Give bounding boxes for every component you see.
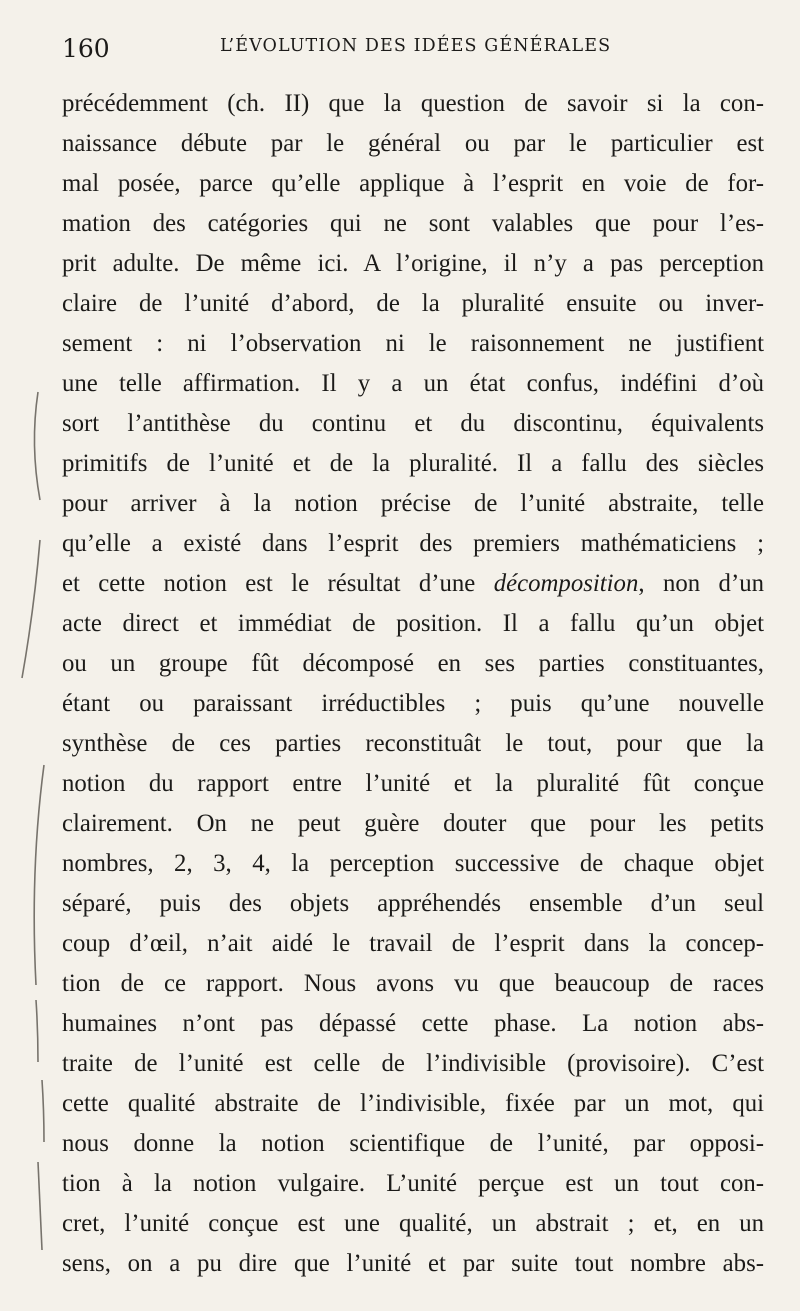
text-line: précédemment (ch. II) que la question de savoir si la con- xyxy=(62,90,764,117)
text-line: nombres, 2, 3, 4, la perception successive de chaque objet xyxy=(62,850,764,877)
text-line: sort l’antithèse du continu et du discontinu, équivalents xyxy=(62,410,764,437)
text-line: sement : ni l’observation ni le raisonnement ne justifient xyxy=(62,330,764,357)
page-number: 160 xyxy=(62,34,110,63)
text-line: traite de l’unité est celle de l’indivisible (provisoire). C’est xyxy=(62,1050,764,1077)
running-title: L’ÉVOLUTION DES IDÉES GÉNÉRALES xyxy=(220,36,612,56)
text-line: naissance débute par le général ou par le particulier est xyxy=(62,130,764,157)
text-line: humaines n’ont pas dépassé cette phase. La notion abs- xyxy=(62,1010,764,1037)
text-line: ou un groupe fût décomposé en ses parties constituantes, xyxy=(62,650,764,677)
line-text: et cette notion est le résultat d’une xyxy=(62,570,494,597)
emphasized-word: décomposition xyxy=(493,570,639,597)
text-line: tion à la notion vulgaire. L’unité perçue est un tout con- xyxy=(62,1170,764,1197)
line-text: , non d’un xyxy=(638,570,764,597)
margin-mark xyxy=(42,1080,44,1142)
text-line: prit adulte. De même ici. A l’origine, il n’y a pas perception xyxy=(62,250,764,277)
text-line: pour arriver à la notion précise de l’unité abstraite, telle xyxy=(62,490,764,517)
text-line: coup d’œil, n’ait aidé le travail de l’esprit dans la concep- xyxy=(62,930,764,957)
text-line: mation des catégories qui ne sont valables que pour l’es- xyxy=(62,210,764,237)
text-line: sens, on a pu dire que l’unité et par suite tout nombre abs- xyxy=(62,1250,764,1277)
text-line: mal posée, parce qu’elle applique à l’esprit en voie de for- xyxy=(62,170,764,197)
text-line: qu’elle a existé dans l’esprit des premiers mathématiciens ; xyxy=(62,530,764,557)
margin-mark xyxy=(34,765,44,985)
margin-mark xyxy=(22,540,40,678)
text-line xyxy=(62,564,764,604)
margin-mark xyxy=(38,1162,42,1250)
text-line: tion de ce rapport. Nous avons vu que beaucoup de races xyxy=(62,970,764,997)
text-line: clairement. On ne peut guère douter que pour les petits xyxy=(62,810,764,837)
text-line: primitifs de l’unité et de la pluralité. Il a fallu des siècles xyxy=(62,450,764,477)
text-line: synthèse de ces parties reconstituât le tout, pour que la xyxy=(62,730,764,757)
text-line: étant ou paraissant irréductibles ; puis qu’une nouvelle xyxy=(62,690,764,717)
margin-mark xyxy=(34,392,40,500)
text-line: acte direct et immédiat de position. Il a fallu qu’un objet xyxy=(62,610,764,637)
text-line: claire de l’unité d’abord, de la pluralité ensuite ou inver- xyxy=(62,290,764,317)
text-line: cret, l’unité conçue est une qualité, un abstrait ; et, en un xyxy=(62,1210,764,1237)
text-line: nous donne la notion scientifique de l’unité, par opposi- xyxy=(62,1130,764,1157)
text-line: notion du rapport entre l’unité et la pluralité fût conçue xyxy=(62,770,764,797)
body-text xyxy=(62,84,764,1284)
text-line: séparé, puis des objets appréhendés ensemble d’un seul xyxy=(62,890,764,917)
margin-mark xyxy=(36,1000,38,1062)
text-line: une telle affirmation. Il y a un état confus, indéfini d’où xyxy=(62,370,764,397)
text-line: cette qualité abstraite de l’indivisible, fixée par un mot, qui xyxy=(62,1090,764,1117)
